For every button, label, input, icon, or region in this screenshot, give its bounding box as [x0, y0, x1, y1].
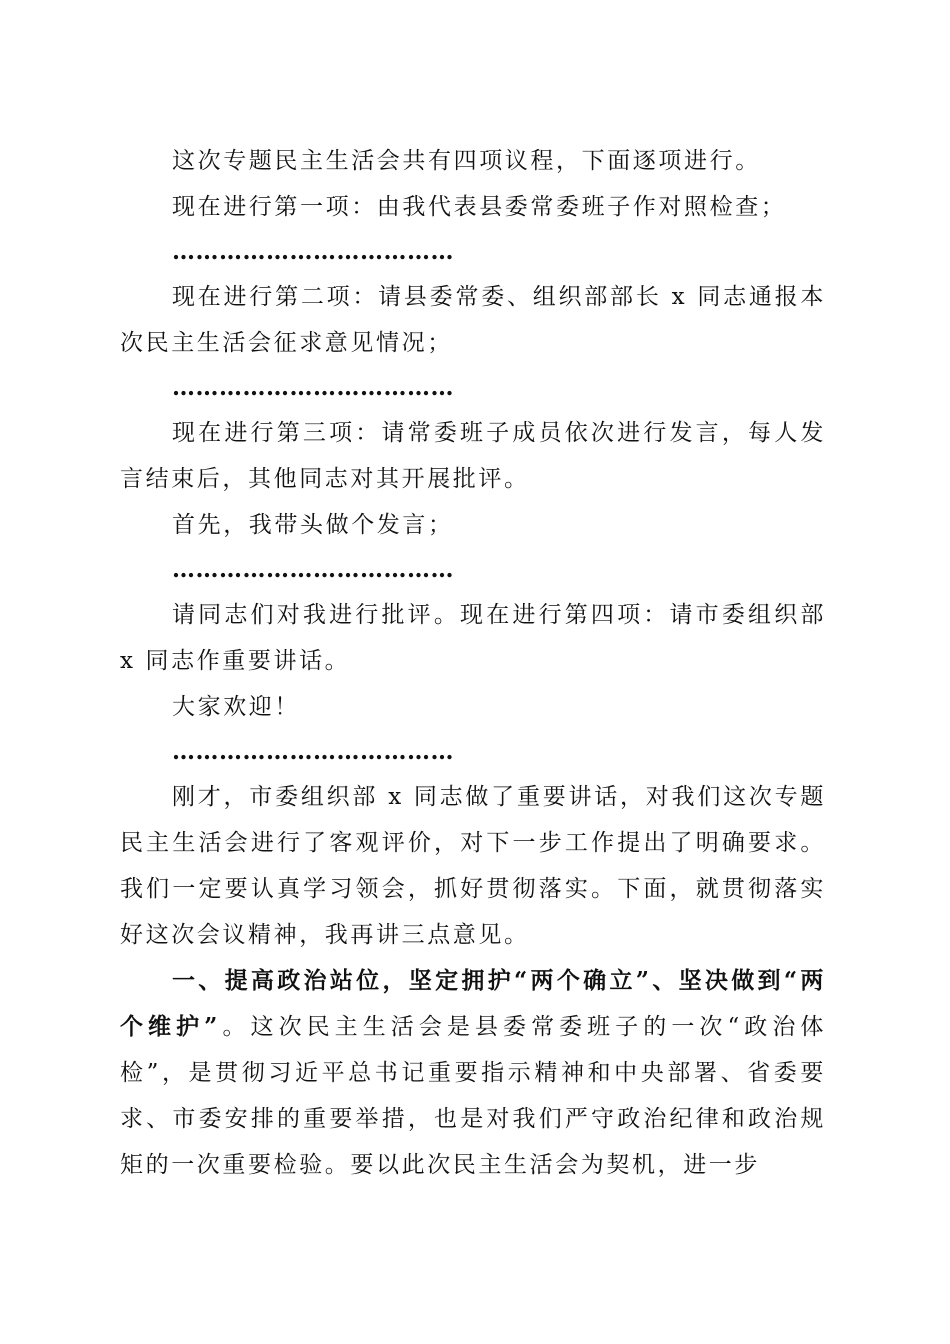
paragraph-item-two: 现在进行第二项：请县委常委、组织部部长 x 同志通报本次民主生活会征求意见情况； — [120, 284, 826, 356]
ellipsis-separator: ……………………………… — [172, 556, 454, 583]
paragraph-remarks: 刚才，市委组织部 x 同志做了重要讲话，对我们这次专题民主生活会进行了客观评价，对下一步工作提出了明确要求。我们一定要认真学习领会，抓好贯彻落实。下面，就贯彻落实好这次会议精神，我再讲三点意见。 — [120, 784, 826, 948]
ellipsis-separator: ……………………………… — [172, 238, 454, 265]
document-page — [120, 138, 826, 1188]
point-one-heading: 一、提高政治站位，坚定拥护“两个确立”、坚决做到“两个维护” — [120, 967, 826, 1040]
paragraph-point-one — [120, 958, 826, 1188]
paragraph-item-four: 请同志们对我进行批评。现在进行第四项：请市委组织部 x 同志作重要讲话。 — [120, 602, 826, 674]
paragraph-agenda-intro: 这次专题民主生活会共有四项议程，下面逐项进行。 — [172, 148, 761, 174]
paragraph-item-three: 现在进行第三项：请常委班子成员依次进行发言，每人发言结束后，其他同志对其开展批评。 — [120, 420, 826, 492]
ellipsis-separator: ……………………………… — [172, 738, 454, 765]
paragraph-first-speech: 首先，我带头做个发言； — [172, 512, 454, 538]
paragraph-welcome: 大家欢迎！ — [172, 694, 300, 720]
point-one-body: 。这次民主生活会是县委常委班子的一次“政治体检”，是贯彻习近平总书记重要指示精神和中央部署、省委要求、市委安排的重要举措，也是对我们严守政治纪律和政治规矩的一次重要检验。要以此次民主生活会为契机，进一步 — [120, 1014, 826, 1178]
ellipsis-separator: ……………………………… — [172, 374, 454, 401]
paragraph-item-one: 现在进行第一项：由我代表县委常委班子作对照检查； — [172, 194, 787, 220]
